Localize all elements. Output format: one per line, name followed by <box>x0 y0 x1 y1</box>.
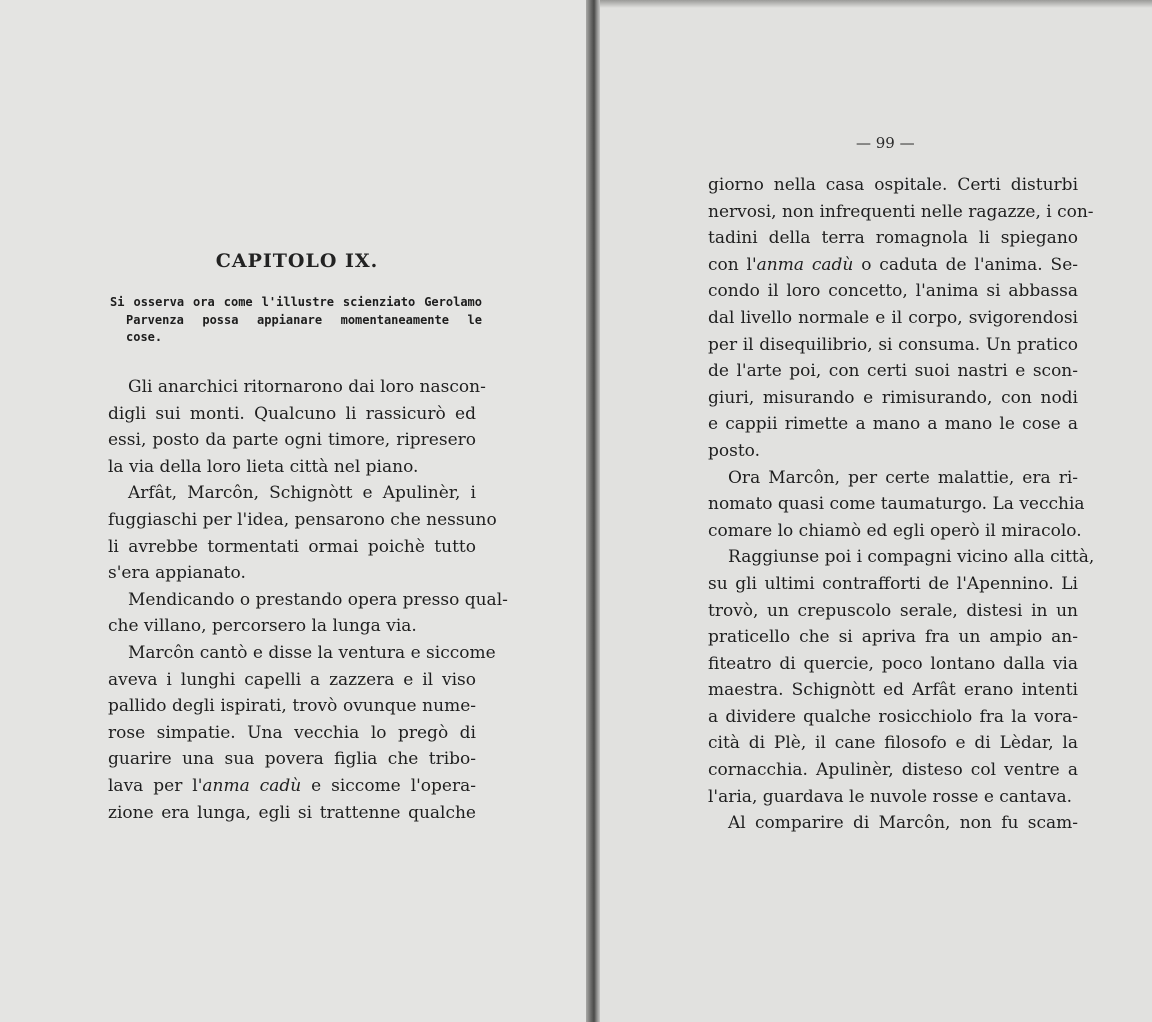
text-line: digli sui monti. Qualcuno li rassicurò ed <box>108 403 476 424</box>
text-line: Ora Marcôn, per certe malattie, era ri- <box>728 467 1078 488</box>
text-line: su gli ultimi contrafforti de l'Apennino. Li <box>708 573 1078 594</box>
text-line: giuri, misurando e rimisurando, con nodi <box>708 387 1078 408</box>
text-line: aveva i lunghi capelli a zazzera e il viso <box>108 669 476 690</box>
text-line <box>708 252 1078 279</box>
text-fragment: e siccome l'opera- <box>301 775 476 796</box>
text-fragment: o caduta de l'anima. Se- <box>853 254 1078 275</box>
text-line: per il disequilibrio, si consuma. Un pratico <box>708 334 1078 355</box>
text-line: trovò, un crepuscolo serale, distesi in un <box>708 600 1078 621</box>
text-line: condo il loro concetto, l'anima si abbassa <box>708 281 1078 302</box>
text-line: li avrebbe tormentati ormai poichè tutto <box>108 536 476 557</box>
text-line: l'aria, guardava le nuvole rosse e cantava. <box>708 786 1072 807</box>
text-line: rose simpatie. Una vecchia lo pregò di <box>108 722 476 743</box>
text-line: Raggiunse poi i compagni vicino alla città, <box>728 547 1095 568</box>
page-edge-shadow <box>600 0 1152 8</box>
summary-line: Si osserva ora come l'illustre scienziato Gerolamo <box>110 295 482 309</box>
text-line: Marcôn cantò e disse la ventura e siccome <box>128 642 496 663</box>
text-line: cità di Plè, il cane filosofo e di Lèdar, la <box>708 733 1078 754</box>
book-gutter <box>586 0 600 1022</box>
text-line: che villano, percorsero la lunga via. <box>108 616 417 637</box>
text-line: pallido degli ispirati, trovò ovunque nume- <box>108 696 476 717</box>
summary-line: cose. <box>126 330 163 344</box>
text-line: dal livello normale e il corpo, svigorendosi <box>708 307 1078 328</box>
italic-term: anma cadù <box>756 254 854 275</box>
chapter-summary <box>110 294 482 347</box>
page-number: — 99 — <box>856 134 915 152</box>
summary-line: Parvenza possa appianare momentaneamente le <box>126 312 482 327</box>
text-line: s'era appianato. <box>108 563 246 584</box>
text-line: zione era lunga, egli si trattenne qualche <box>108 802 476 823</box>
text-line: Mendicando o prestando opera presso qual- <box>128 589 508 610</box>
text-line: praticello che si apriva fra un ampio an- <box>708 627 1078 648</box>
text-line: e cappii rimette a mano a mano le cose a <box>708 414 1078 435</box>
text-line: posto. <box>708 440 761 461</box>
text-fragment: lava per l' <box>108 775 203 796</box>
text-line: cornacchia. Apulinèr, disteso col ventre a <box>708 760 1078 781</box>
text-line: nomato quasi come taumaturgo. La vecchia <box>708 494 1085 515</box>
text-line: maestra. Schignòtt ed Arfât erano intenti <box>708 680 1078 701</box>
right-body-text <box>708 172 1095 837</box>
text-line: fiteatro di quercie, poco lontano dalla via <box>708 653 1078 674</box>
text-line: essi, posto da parte ogni timore, ripresero <box>108 430 476 451</box>
text-line: a dividere qualche rosicchiolo fra la vora- <box>708 706 1078 727</box>
text-line: guarire una sua povera figlia che tribo- <box>108 749 476 770</box>
italic-term: anma cadù <box>202 775 302 796</box>
text-line: fuggiaschi per l'idea, pensarono che nessuno <box>108 509 497 530</box>
text-line: Al comparire di Marcôn, non fu scam- <box>728 813 1078 834</box>
text-line: tadini della terra romagnola li spiegano <box>708 228 1078 249</box>
text-line: nervosi, non infrequenti nelle ragazze, i con- <box>708 201 1094 222</box>
text-line: la via della loro lieta città nel piano. <box>108 456 419 477</box>
text-line <box>108 773 476 800</box>
left-body-text <box>108 374 508 826</box>
chapter-title: CAPITOLO IX. <box>215 250 379 272</box>
text-line: Arfât, Marcôn, Schignòtt e Apulinèr, i <box>128 483 476 504</box>
text-line: giorno nella casa ospitale. Certi disturbi <box>708 175 1078 195</box>
text-fragment: con l' <box>708 254 757 275</box>
text-line: comare lo chiamò ed egli operò il miracolo. <box>708 520 1082 541</box>
text-line: Gli anarchici ritornarono dai loro nascon- <box>128 377 486 397</box>
text-line: de l'arte poi, con certi suoi nastri e scon- <box>708 361 1078 382</box>
